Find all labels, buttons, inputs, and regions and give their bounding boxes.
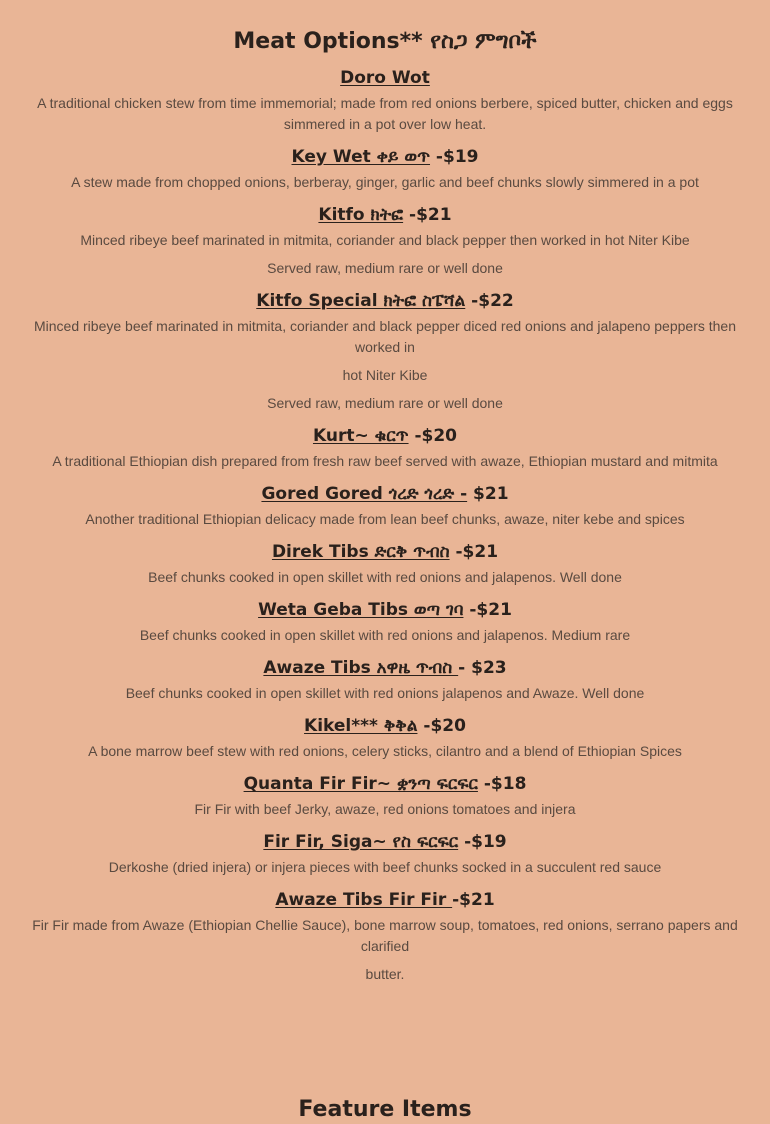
menu-item-description: Fir Fir made from Awaze (Ethiopian Chellie Sauce), bone marrow soup, tomatoes, red onions, serrano papers and clarified [32, 917, 738, 954]
menu-item-description: Beef chunks cooked in open skillet with red onions jalapenos and Awaze. Well done [125, 685, 645, 701]
menu-item-description: butter. [365, 966, 405, 982]
menu-item-description: Minced ribeye beef marinated in mitmita, coriander and black pepper diced red onions and jalapeno peppers then worked in [34, 318, 736, 355]
menu-item-description: A traditional chicken stew from time immemorial; made from red onions berbere, spiced butter, chicken and eggs simmered in a pot over low heat. [37, 95, 733, 132]
menu-item-title [30, 656, 740, 680]
menu-item-price: -$21 [449, 542, 499, 562]
menu-item-title [30, 145, 740, 169]
menu-item [30, 714, 740, 762]
menu-item-description: Another traditional Ethiopian delicacy made from lean beef chunks, awaze, niter kebe and spices [85, 511, 685, 527]
menu-item-list [30, 66, 740, 985]
menu-item-title [30, 540, 740, 564]
menu-item [30, 66, 740, 135]
menu-item-price: -$19 [458, 832, 507, 852]
menu-item-description: Fir Fir with beef Jerky, awaze, red onions tomatoes and injera [194, 801, 576, 817]
menu-item-description: Derkoshe (dried injera) or injera pieces with beef chunks socked in a succulent red sauce [108, 859, 662, 875]
menu-item-title [30, 203, 740, 227]
menu-item [30, 830, 740, 878]
menu-item [30, 145, 740, 193]
menu-item [30, 289, 740, 414]
menu-item-price: -$22 [465, 291, 514, 311]
menu-item-name: Key Wet ቀይ ወጥ [291, 147, 431, 167]
menu-item [30, 203, 740, 279]
menu-item [30, 772, 740, 820]
menu-item-title [30, 482, 740, 506]
menu-item-description: A bone marrow beef stew with red onions, celery sticks, cilantro and a blend of Ethiopian Spices [88, 743, 682, 759]
menu-item-price: -$21 [463, 600, 512, 620]
menu-item-price: -$18 [477, 774, 527, 794]
menu-item-price: -$21 [452, 890, 495, 910]
menu-item-price: -$19 [430, 147, 479, 167]
menu-item [30, 424, 740, 472]
menu-item-title [30, 714, 740, 738]
menu-item-description: Beef chunks cooked in open skillet with red onions and jalapenos. Well done [148, 569, 622, 585]
menu-item-name: Kitfo Special ክትፎ ስፔሻል [256, 291, 466, 311]
menu-item-price: $21 [467, 484, 509, 504]
menu-item [30, 482, 740, 530]
section-title-meat-options: Meat Options** የስጋ ምግቦች [233, 29, 537, 54]
menu-item-title [30, 289, 740, 313]
menu-item-name: Awaze Tibs Fir Fir [275, 890, 453, 910]
menu-item [30, 540, 740, 588]
menu-item-title [30, 424, 740, 448]
menu-item-name: Doro Wot [340, 68, 430, 88]
menu-item-price: -$20 [408, 426, 458, 446]
menu-item-name: Kikel*** ቅቅል [304, 716, 418, 736]
section-title-feature-items: Feature Items [298, 1097, 472, 1122]
menu-item-name: Weta Geba Tibs ወጣ ገባ [258, 600, 464, 620]
menu-item-title [30, 830, 740, 854]
menu-item-title [30, 598, 740, 622]
menu-item-price: -$21 [403, 205, 452, 225]
menu-item [30, 888, 740, 985]
menu-item-title [30, 66, 740, 90]
menu-item-name: Quanta Fir Fir~ ቋንጣ ፍርፍር [243, 774, 478, 794]
menu-item-price: -$20 [417, 716, 466, 736]
menu-item-name: Direk Tibs ድርቅ ጥብስ [271, 542, 450, 562]
menu-item-name: Kurt~ ቁርጥ [312, 426, 409, 446]
menu-item-description: A stew made from chopped onions, berberay, ginger, garlic and beef chunks slowly simmered in a pot [71, 174, 699, 190]
menu-item-title [30, 772, 740, 796]
menu-item [30, 598, 740, 646]
menu-item-description: Served raw, medium rare or well done [267, 260, 503, 276]
menu-item-description: Beef chunks cooked in open skillet with red onions and jalapenos. Medium rare [139, 627, 631, 643]
menu-item-title [30, 888, 740, 912]
menu-item-name: Fir Fir, Siga~ የስ ፍርፍር [263, 832, 459, 852]
menu-item-description: Minced ribeye beef marinated in mitmita, coriander and black pepper then worked in hot Niter Kibe [80, 232, 690, 248]
menu-item-name: Awaze Tibs አዋዜ ጥብስ [263, 658, 459, 678]
menu-item [30, 656, 740, 704]
menu-item-name: Kitfo ክትፎ [318, 205, 404, 225]
menu-item-description: A traditional Ethiopian dish prepared from fresh raw beef served with awaze, Ethiopian mustard and mitmita [52, 453, 718, 469]
menu-item-description: hot Niter Kibe [342, 367, 428, 383]
menu-item-name: Gored Gored ጎረድ ጎረድ - [261, 484, 468, 504]
menu-item-price: - $23 [458, 658, 507, 678]
menu-item-description: Served raw, medium rare or well done [267, 395, 503, 411]
